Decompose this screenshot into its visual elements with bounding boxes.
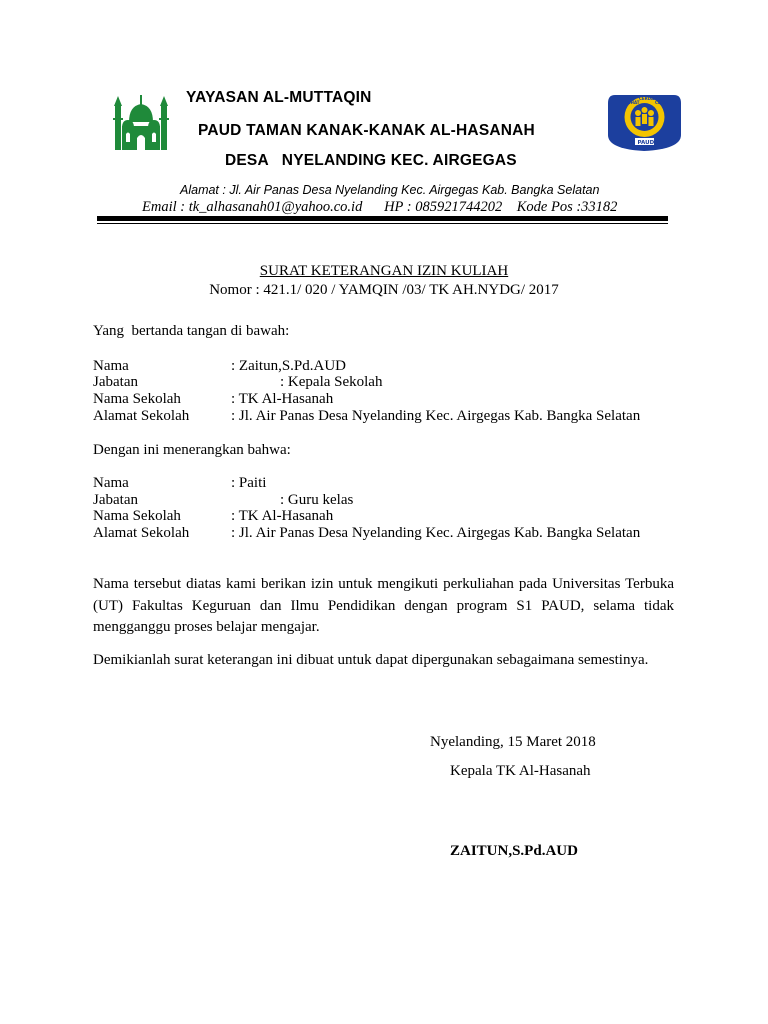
header-rule-thick <box>97 216 668 221</box>
paud-logo-word-2: CERDAS <box>639 96 658 101</box>
school-address: Alamat : Jl. Air Panas Desa Nyelanding Kec. Airgegas Kab. Bangka Selatan <box>180 183 600 197</box>
subject-position-value: : Guru kelas <box>280 492 354 508</box>
signer-name-value: : Zaitun,S.Pd.AUD <box>231 358 347 374</box>
subject-position-label: Jabatan <box>93 492 138 508</box>
subject-name-label: Nama <box>93 475 129 491</box>
statement-text: Dengan ini menerangkan bahwa: <box>93 442 291 458</box>
signer-address-label: Alamat Sekolah <box>93 408 190 424</box>
closing-paragraph: Demikianlah surat keterangan ini dibuat untuk dapat dipergunakan sebagaimana semestinya. <box>93 652 649 668</box>
subject-address-value: : Jl. Air Panas Desa Nyelanding Kec. Airgegas Kab. Bangka Selatan <box>231 525 641 541</box>
letter-number: Nomor : 421.1/ 020 / YAMQIN /03/ TK AH.NYDG/ 2017 <box>209 282 559 298</box>
paud-logo-word-3: CERIA <box>655 100 669 105</box>
permission-paragraph: Nama tersebut diatas kami berikan izin untuk mengikuti perkuliahan pada Universitas Terbuka (UT) Fakultas Keguruan dan Ilmu Pendidikan dengan program S1 PAUD, selama tidak mengganggu proses belajar mengajar. <box>93 576 674 635</box>
signer-school-label: Nama Sekolah <box>93 391 181 407</box>
paud-logo-word-1: SEHAT <box>625 100 640 105</box>
signer-name-label: Nama <box>93 358 129 374</box>
intro-text: Yang bertanda tangan di bawah: <box>93 323 290 339</box>
signer-position-value: : Kepala Sekolah <box>280 374 383 390</box>
foundation-name: YAYASAN AL-MUTTAQIN <box>186 89 372 106</box>
signer-school-value: : TK Al-Hasanah <box>231 391 334 407</box>
subject-address-label: Alamat Sekolah <box>93 525 190 541</box>
signer-name: ZAITUN,S.Pd.AUD <box>450 843 578 859</box>
paud-logo-label: PAUD <box>637 140 655 146</box>
mosque-logo <box>112 92 170 152</box>
signer-position-label: Jabatan <box>93 374 138 390</box>
letter-title: SURAT KETERANGAN IZIN KULIAH <box>259 263 509 279</box>
signer-address-value: : Jl. Air Panas Desa Nyelanding Kec. Airgegas Kab. Bangka Selatan <box>231 408 641 424</box>
subject-school-value: : TK Al-Hasanah <box>231 508 334 524</box>
subject-name-value: : Paiti <box>231 475 267 491</box>
school-name: PAUD TAMAN KANAK-KANAK AL-HASANAH <box>198 122 535 139</box>
header-rule-thin <box>97 223 668 224</box>
subject-school-label: Nama Sekolah <box>93 508 181 524</box>
signer-title: Kepala TK Al-Hasanah <box>450 763 591 779</box>
place-date: Nyelanding, 15 Maret 2018 <box>430 734 596 750</box>
contact-line: Email : tk_alhasanah01@yahoo.co.id HP : 085921744202 Kode Pos :33182 <box>142 199 618 215</box>
paud-logo <box>605 91 684 153</box>
village-name: DESA NYELANDING KEC. AIRGEGAS <box>225 152 517 169</box>
